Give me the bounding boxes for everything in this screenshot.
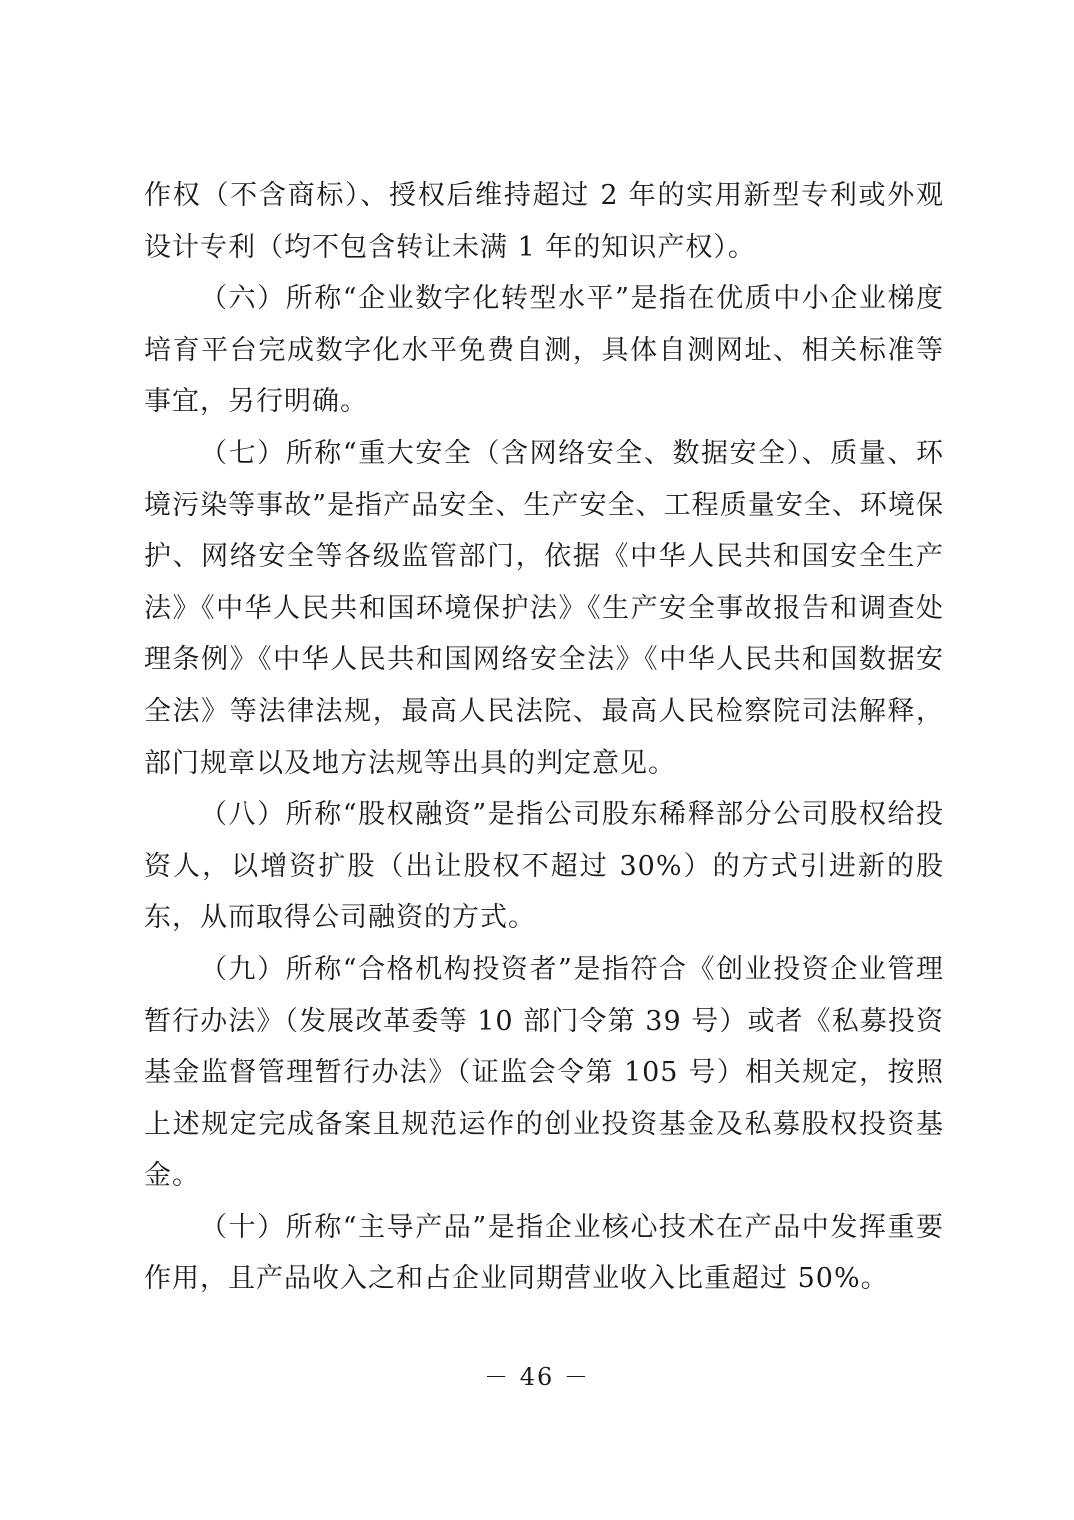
paragraph-item-8: （八）所称“股权融资”是指公司股东稀释部分公司股权给投资人，以增资扩股（出让股权不超过 30%）的方式引进新的股东，从而取得公司融资的方式。	[144, 799, 944, 934]
paragraph-continuation: 作权（不含商标）、授权后维持超过 2 年的实用新型专利或外观设计专利（均不包含转让未满 1 年的知识产权）。	[144, 180, 944, 263]
page-number: － 46 －	[484, 1363, 590, 1391]
document-body	[144, 170, 944, 1305]
paragraph-item-10: （十）所称“主导产品”是指企业核心技术在产品中发挥重要作用，且产品收入之和占企业同期营业收入比重超过 50%。	[144, 1211, 944, 1295]
paragraph-item-6: （六）所称“企业数字化转型水平”是指在优质中小企业梯度培育平台完成数字化水平免费自测，具体自测网址、相关标准等事宜，另行明确。	[144, 283, 944, 418]
paragraph-item-7: （七）所称“重大安全（含网络安全、数据安全）、质量、环境污染等事故”是指产品安全、生产安全、工程质量安全、环境保护、网络安全等各级监管部门，依据《中华人民共和国安全生产法》《中华人民共和国环境保护法》《生产安全事故报告和调查处理条例》《中华人民共和国网络安全法》《中华人民共和国数据安全法》等法律法规，最高人民法院、最高人民检察院司法解释，部门规章以及地方法规等出具的判定意见。	[144, 437, 944, 779]
paragraph-item-9: （九）所称“合格机构投资者”是指符合《创业投资企业管理暂行办法》（发展改革委等 10 部门令第 39 号）或者《私募投资基金监督管理暂行办法》（证监会令第 105 号）相关规定，按照上述规定完成备案且规范运作的创业投资基金及私募股权投资基金。	[144, 953, 944, 1192]
